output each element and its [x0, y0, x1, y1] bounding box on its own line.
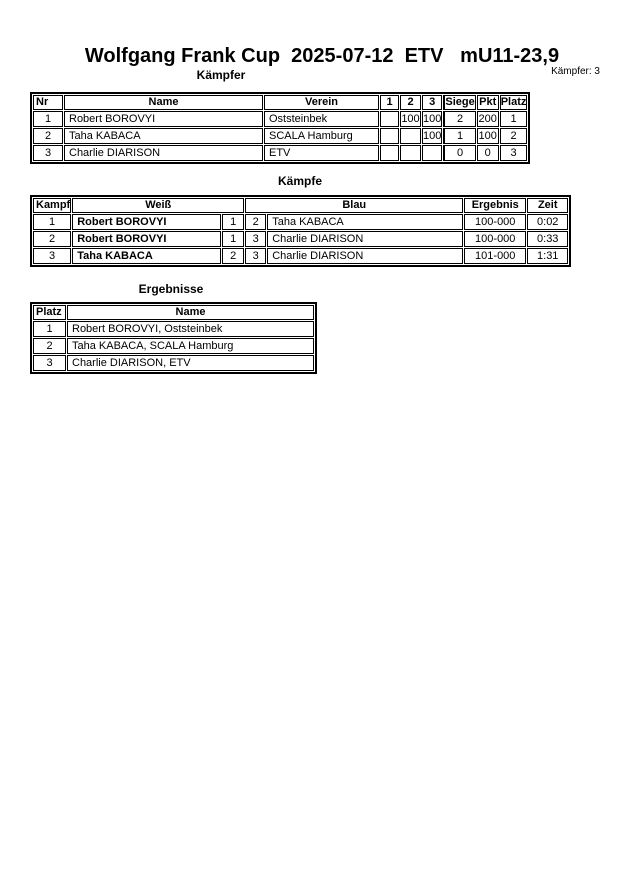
column-header-verein: Verein — [264, 95, 379, 110]
cell-platz: 3 — [33, 355, 66, 371]
cell-zeit: 0:33 — [527, 231, 568, 247]
column-header-ergebnis: Ergebnis — [464, 198, 526, 213]
cell-zeit: 0:02 — [527, 214, 568, 230]
page-title: Wolfgang Frank Cup 2025-07-12 ETV mU11-23,9 — [84, 45, 560, 67]
cell-siege: 0 — [443, 145, 475, 161]
column-header-name: Name — [64, 95, 263, 110]
column-header-pkt: Pkt — [477, 95, 499, 110]
column-header-weiss: Weiß — [72, 198, 244, 213]
cell-round-3 — [422, 145, 442, 161]
cell-weiss-name: Robert BOROVYI — [72, 231, 221, 247]
cell-weiss-nr: 1 — [222, 214, 244, 230]
ergebnisse-table — [30, 302, 317, 374]
kampf-row — [33, 231, 568, 247]
cell-ergebnis: 100-000 — [464, 214, 526, 230]
cell-weiss-name: Robert BOROVYI — [72, 214, 221, 230]
kaempfer-row — [33, 128, 527, 144]
column-header-name: Name — [67, 305, 314, 320]
kaempfe-header-row — [33, 198, 568, 213]
ergebnis-row — [33, 321, 314, 337]
cell-round-2 — [400, 128, 421, 144]
kaempfer-section-heading: Kämpfer — [196, 68, 246, 82]
cell-blau-nr: 2 — [245, 214, 266, 230]
column-header-round-1: 1 — [380, 95, 399, 110]
cell-blau-nr: 3 — [245, 248, 266, 264]
cell-platz: 1 — [33, 321, 66, 337]
cell-round-2: 100 — [400, 111, 421, 127]
cell-zeit: 1:31 — [527, 248, 568, 264]
kampf-row — [33, 214, 568, 230]
cell-siege: 2 — [443, 111, 475, 127]
cell-verein: Oststeinbek — [264, 111, 379, 127]
cell-siege: 1 — [443, 128, 475, 144]
kaempfer-row — [33, 111, 527, 127]
ergebnis-row — [33, 338, 314, 354]
cell-weiss-name: Taha KABACA — [72, 248, 221, 264]
cell-round-1 — [380, 111, 399, 127]
cell-kampf: 1 — [33, 214, 71, 230]
cell-verein: ETV — [264, 145, 379, 161]
column-header-blau: Blau — [245, 198, 463, 213]
cell-weiss-nr: 2 — [222, 248, 244, 264]
cell-round-1 — [380, 128, 399, 144]
ergebnisse-section-heading: Ergebnisse — [138, 282, 204, 296]
kaempfer-table — [30, 92, 530, 164]
cell-pkt: 200 — [477, 111, 499, 127]
fighter-count-label: Kämpfer: 3 — [551, 66, 600, 77]
cell-name: Robert BOROVYI, Oststeinbek — [67, 321, 314, 337]
cell-nr: 2 — [33, 128, 63, 144]
ergebnis-row — [33, 355, 314, 371]
column-header-kampf: Kampf — [33, 198, 71, 213]
cell-verein: SCALA Hamburg — [264, 128, 379, 144]
cell-name: Charlie DIARISON, ETV — [67, 355, 314, 371]
cell-weiss-nr: 1 — [222, 231, 244, 247]
kaempfer-row — [33, 145, 527, 161]
ergebnisse-header-row — [33, 305, 314, 320]
column-header-platz: Platz — [33, 305, 66, 320]
cell-platz: 3 — [500, 145, 528, 161]
cell-pkt: 100 — [477, 128, 499, 144]
kaempfer-header-row — [33, 95, 527, 110]
kaempfe-section-heading: Kämpfe — [277, 174, 323, 188]
column-header-zeit: Zeit — [527, 198, 568, 213]
cell-name: Charlie DIARISON — [64, 145, 263, 161]
cell-blau-name: Charlie DIARISON — [267, 231, 463, 247]
column-header-platz: Platz — [500, 96, 527, 108]
kampf-row — [33, 248, 568, 264]
column-header-round-2: 2 — [400, 95, 421, 110]
cell-blau-name: Charlie DIARISON — [267, 248, 463, 264]
cell-round-2 — [400, 145, 421, 161]
cell-platz: 2 — [500, 128, 528, 144]
cell-ergebnis: 101-000 — [464, 248, 526, 264]
cell-blau-nr: 3 — [245, 231, 266, 247]
kaempfe-table — [30, 195, 571, 267]
cell-round-3: 100 — [422, 128, 442, 144]
cell-platz: 2 — [33, 338, 66, 354]
cell-kampf: 2 — [33, 231, 71, 247]
cell-name: Robert BOROVYI — [64, 111, 263, 127]
cell-blau-name: Taha KABACA — [267, 214, 463, 230]
cell-nr: 3 — [33, 145, 63, 161]
cell-name: Taha KABACA — [64, 128, 263, 144]
cell-kampf: 3 — [33, 248, 71, 264]
cell-nr: 1 — [33, 111, 63, 127]
column-header-siege: Siege — [445, 96, 475, 108]
cell-name: Taha KABACA, SCALA Hamburg — [67, 338, 314, 354]
column-header-round-3: 3 — [422, 95, 442, 110]
cell-round-1 — [380, 145, 399, 161]
column-header-nr: Nr — [33, 95, 63, 110]
cell-platz: 1 — [500, 111, 528, 127]
cell-round-3: 100 — [422, 111, 442, 127]
cell-ergebnis: 100-000 — [464, 231, 526, 247]
cell-pkt: 0 — [477, 145, 499, 161]
